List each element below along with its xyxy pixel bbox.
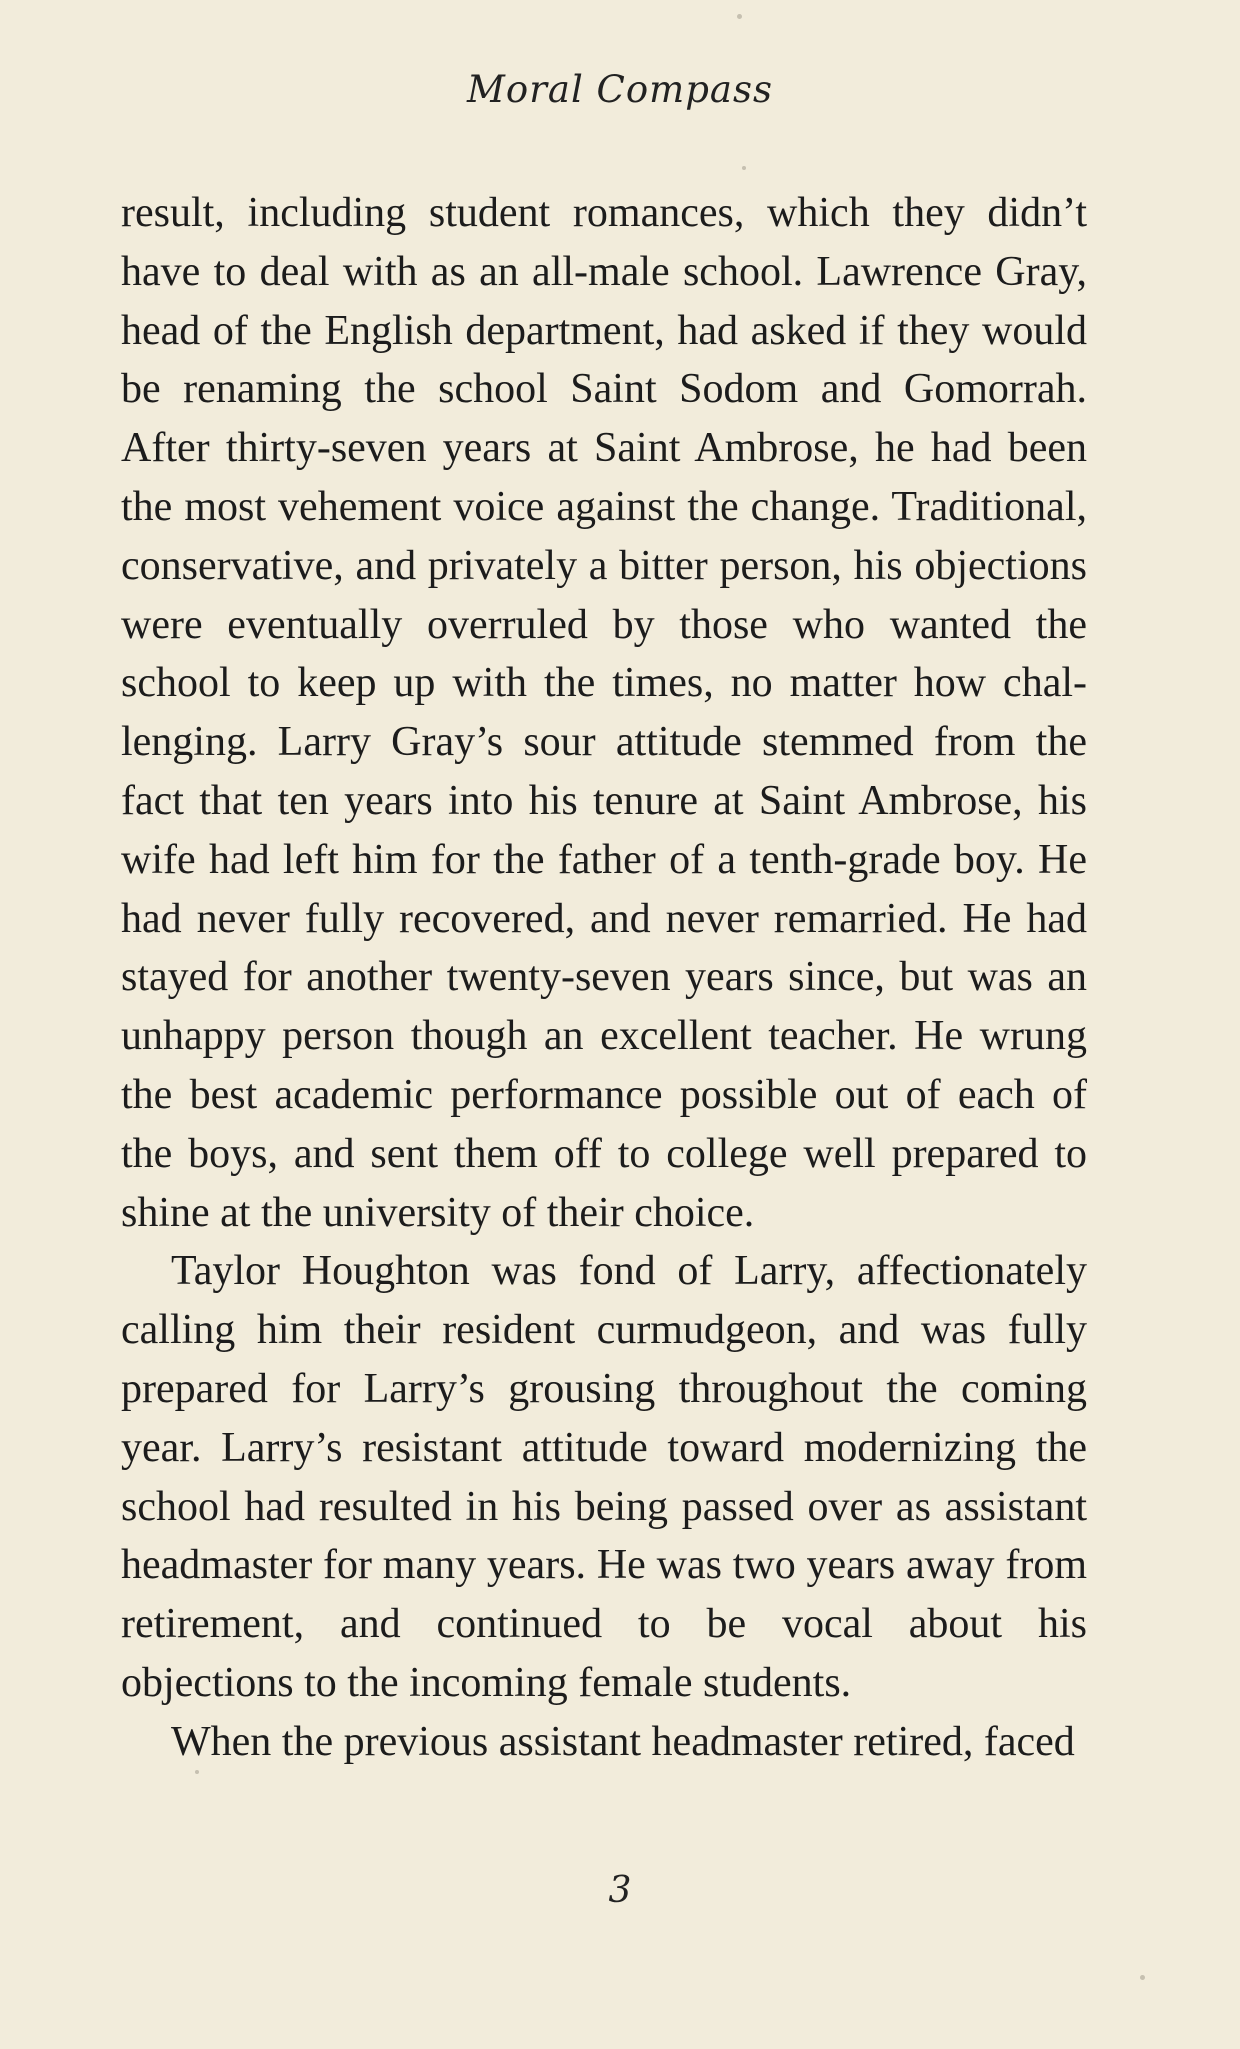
paper-speck <box>737 14 742 19</box>
running-head-title: Moral Compass <box>467 68 773 111</box>
paragraph-2: Taylor Houghton was fond of Larry, affectionately calling him their resident curmudgeon, and was fully prepared for Larry’s grousing throughout the coming year. Larry’s resistant attitude toward modernizing the school had resulted in his being passed over as assistant headmaster for many years. He was two years away from retirement, and continued to be vocal about his objections to the incoming female students. <box>121 1248 1087 1706</box>
paper-speck <box>1140 1975 1145 1980</box>
paper-speck <box>742 166 746 170</box>
paragraph-3: When the previous assistant headmaster retired, faced <box>171 1718 1075 1765</box>
paper-speck <box>195 1770 199 1774</box>
body-text <box>121 184 1087 1772</box>
page-number: 3 <box>608 1870 632 1911</box>
paragraph-1: result, including student romances, which they didn’t have to deal with as an all-male school. Lawrence Gray, head of the English department, had asked if they would be renaming the school Saint Sodom and Gomorrah. After thirty-seven years at Saint Ambrose, he had been the most vehement voice against the change. Traditional, conservative, and privately a bitter person, his objections were eventually overruled by those who wanted the school to keep up with the times, no matter how chal-lenging. Larry Gray’s sour attitude stemmed from the fact that ten years into his tenure at Saint Ambrose, his wife had left him for the father of a tenth-grade boy. He had never fully recovered, and never remarried. He had stayed for another twenty-seven years since, but was an unhappy person though an excellent teacher. He wrung the best academic performance possible out of each of the boys, and sent them off to college well prepared to shine at the university of their choice. <box>121 190 1087 1236</box>
